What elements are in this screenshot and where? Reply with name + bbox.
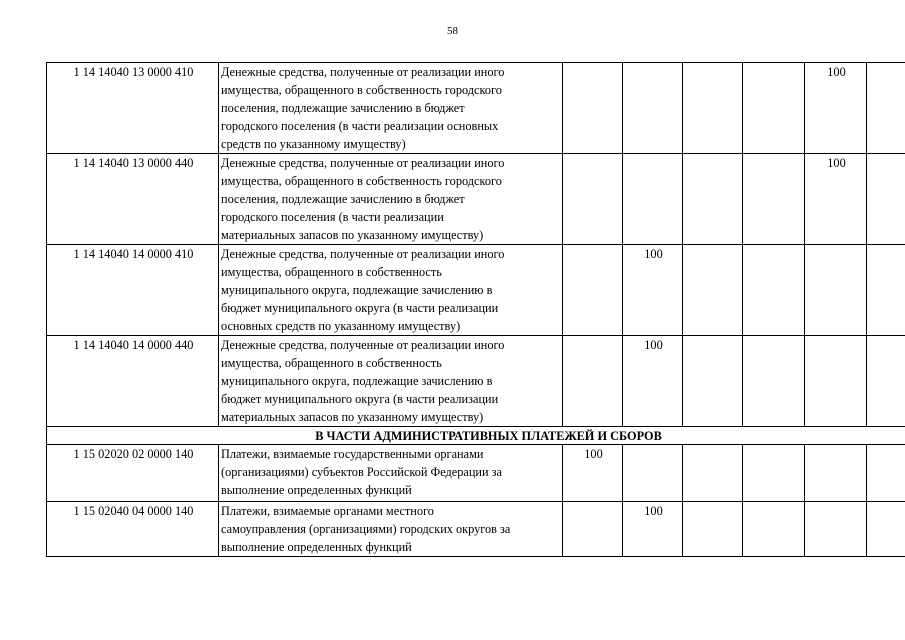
budget-share-cell xyxy=(867,502,905,557)
budget-share-cell xyxy=(563,63,623,154)
description-line: бюджет муниципального округа (в части реализации xyxy=(221,392,499,406)
description-line: имущества, обращенного в собственность городского xyxy=(221,83,502,97)
budget-share-cell xyxy=(743,245,805,336)
description-cell xyxy=(219,445,563,502)
budget-share-cell xyxy=(867,154,905,245)
description-line: выполнение определенных функций xyxy=(221,540,412,554)
budget-share-cell xyxy=(867,336,905,427)
table-row xyxy=(47,336,905,427)
description-line: имущества, обращенного в собственность городского xyxy=(221,174,502,188)
description-line: Денежные средства, полученные от реализации иного xyxy=(221,65,505,79)
budget-share-cell xyxy=(683,445,743,502)
budget-share-cell xyxy=(683,63,743,154)
budget-share-cell xyxy=(805,336,867,427)
description-line: основных средств по указанному имуществу) xyxy=(221,319,461,333)
description-line: материальных запасов по указанному имуществу) xyxy=(221,228,484,242)
budget-share-cell xyxy=(743,502,805,557)
description-line: муниципального округа, подлежащие зачислению в xyxy=(221,283,493,297)
description-line: поселения, подлежащие зачислению в бюджет xyxy=(221,192,465,206)
budget-share-cell xyxy=(743,336,805,427)
description-line: средств по указанному имуществу) xyxy=(221,137,406,151)
section-header-row xyxy=(47,427,905,445)
description-line: Денежные средства, полученные от реализации иного xyxy=(221,247,505,261)
description-cell xyxy=(219,336,563,427)
budget-share-cell xyxy=(623,445,683,502)
description-line: самоуправления (организациями) городских округов за xyxy=(221,522,511,536)
kbk-code-cell: 1 15 02020 02 0000 140 xyxy=(47,445,219,502)
description-line: муниципального округа, подлежащие зачислению в xyxy=(221,374,493,388)
kbk-code-cell: 1 14 14040 13 0000 410 xyxy=(47,63,219,154)
budget-share-cell xyxy=(623,63,683,154)
description-line: материальных запасов по указанному имуществу) xyxy=(221,410,484,424)
description-line: выполнение определенных функций xyxy=(221,483,412,497)
budget-share-cell xyxy=(683,336,743,427)
table-row xyxy=(47,63,905,154)
description-line: бюджет муниципального округа (в части реализации xyxy=(221,301,499,315)
description-line: имущества, обращенного в собственность xyxy=(221,356,442,370)
budget-share-cell xyxy=(805,445,867,502)
budget-share-cell: 100 xyxy=(623,336,683,427)
budget-share-cell: 100 xyxy=(805,154,867,245)
description-cell xyxy=(219,502,563,557)
budget-share-cell xyxy=(563,245,623,336)
description-line: Денежные средства, полученные от реализации иного xyxy=(221,156,505,170)
description-cell xyxy=(219,63,563,154)
description-line: Платежи, взимаемые органами местного xyxy=(221,504,434,518)
description-line: Платежи, взимаемые государственными органами xyxy=(221,447,484,461)
description-line: имущества, обращенного в собственность xyxy=(221,265,442,279)
budget-share-cell xyxy=(743,154,805,245)
description-line: городского поселения (в части реализации xyxy=(221,210,444,224)
description-line: (организациями) субъектов Российской Федерации за xyxy=(221,465,502,479)
budget-share-cell xyxy=(563,154,623,245)
table-row xyxy=(47,154,905,245)
table-row xyxy=(47,245,905,336)
budget-share-cell xyxy=(867,63,905,154)
budget-share-cell xyxy=(743,63,805,154)
section-title: В ЧАСТИ АДМИНИСТРАТИВНЫХ ПЛАТЕЖЕЙ И СБОРОВ xyxy=(47,427,905,445)
budget-share-cell xyxy=(805,502,867,557)
budget-share-cell: 100 xyxy=(563,445,623,502)
budget-share-cell xyxy=(563,336,623,427)
budget-share-cell xyxy=(563,502,623,557)
description-line: городского поселения (в части реализации основных xyxy=(221,119,499,133)
description-cell xyxy=(219,245,563,336)
budget-share-cell: 100 xyxy=(623,245,683,336)
budget-share-cell: 100 xyxy=(623,502,683,557)
budget-share-cell xyxy=(683,502,743,557)
table-row xyxy=(47,445,905,502)
table-row xyxy=(47,502,905,557)
kbk-code-cell: 1 14 14040 14 0000 410 xyxy=(47,245,219,336)
budget-share-cell xyxy=(805,245,867,336)
description-cell xyxy=(219,154,563,245)
budget-share-cell xyxy=(743,445,805,502)
budget-share-cell xyxy=(867,445,905,502)
budget-share-cell: 100 xyxy=(805,63,867,154)
kbk-code-cell: 1 14 14040 13 0000 440 xyxy=(47,154,219,245)
page-number: 58 xyxy=(447,25,458,37)
revenue-distribution-table xyxy=(46,62,905,557)
description-line: поселения, подлежащие зачислению в бюджет xyxy=(221,101,465,115)
budget-share-cell xyxy=(683,154,743,245)
description-line: Денежные средства, полученные от реализации иного xyxy=(221,338,505,352)
kbk-code-cell: 1 14 14040 14 0000 440 xyxy=(47,336,219,427)
budget-share-cell xyxy=(867,245,905,336)
budget-share-cell xyxy=(623,154,683,245)
budget-share-cell xyxy=(683,245,743,336)
kbk-code-cell: 1 15 02040 04 0000 140 xyxy=(47,502,219,557)
